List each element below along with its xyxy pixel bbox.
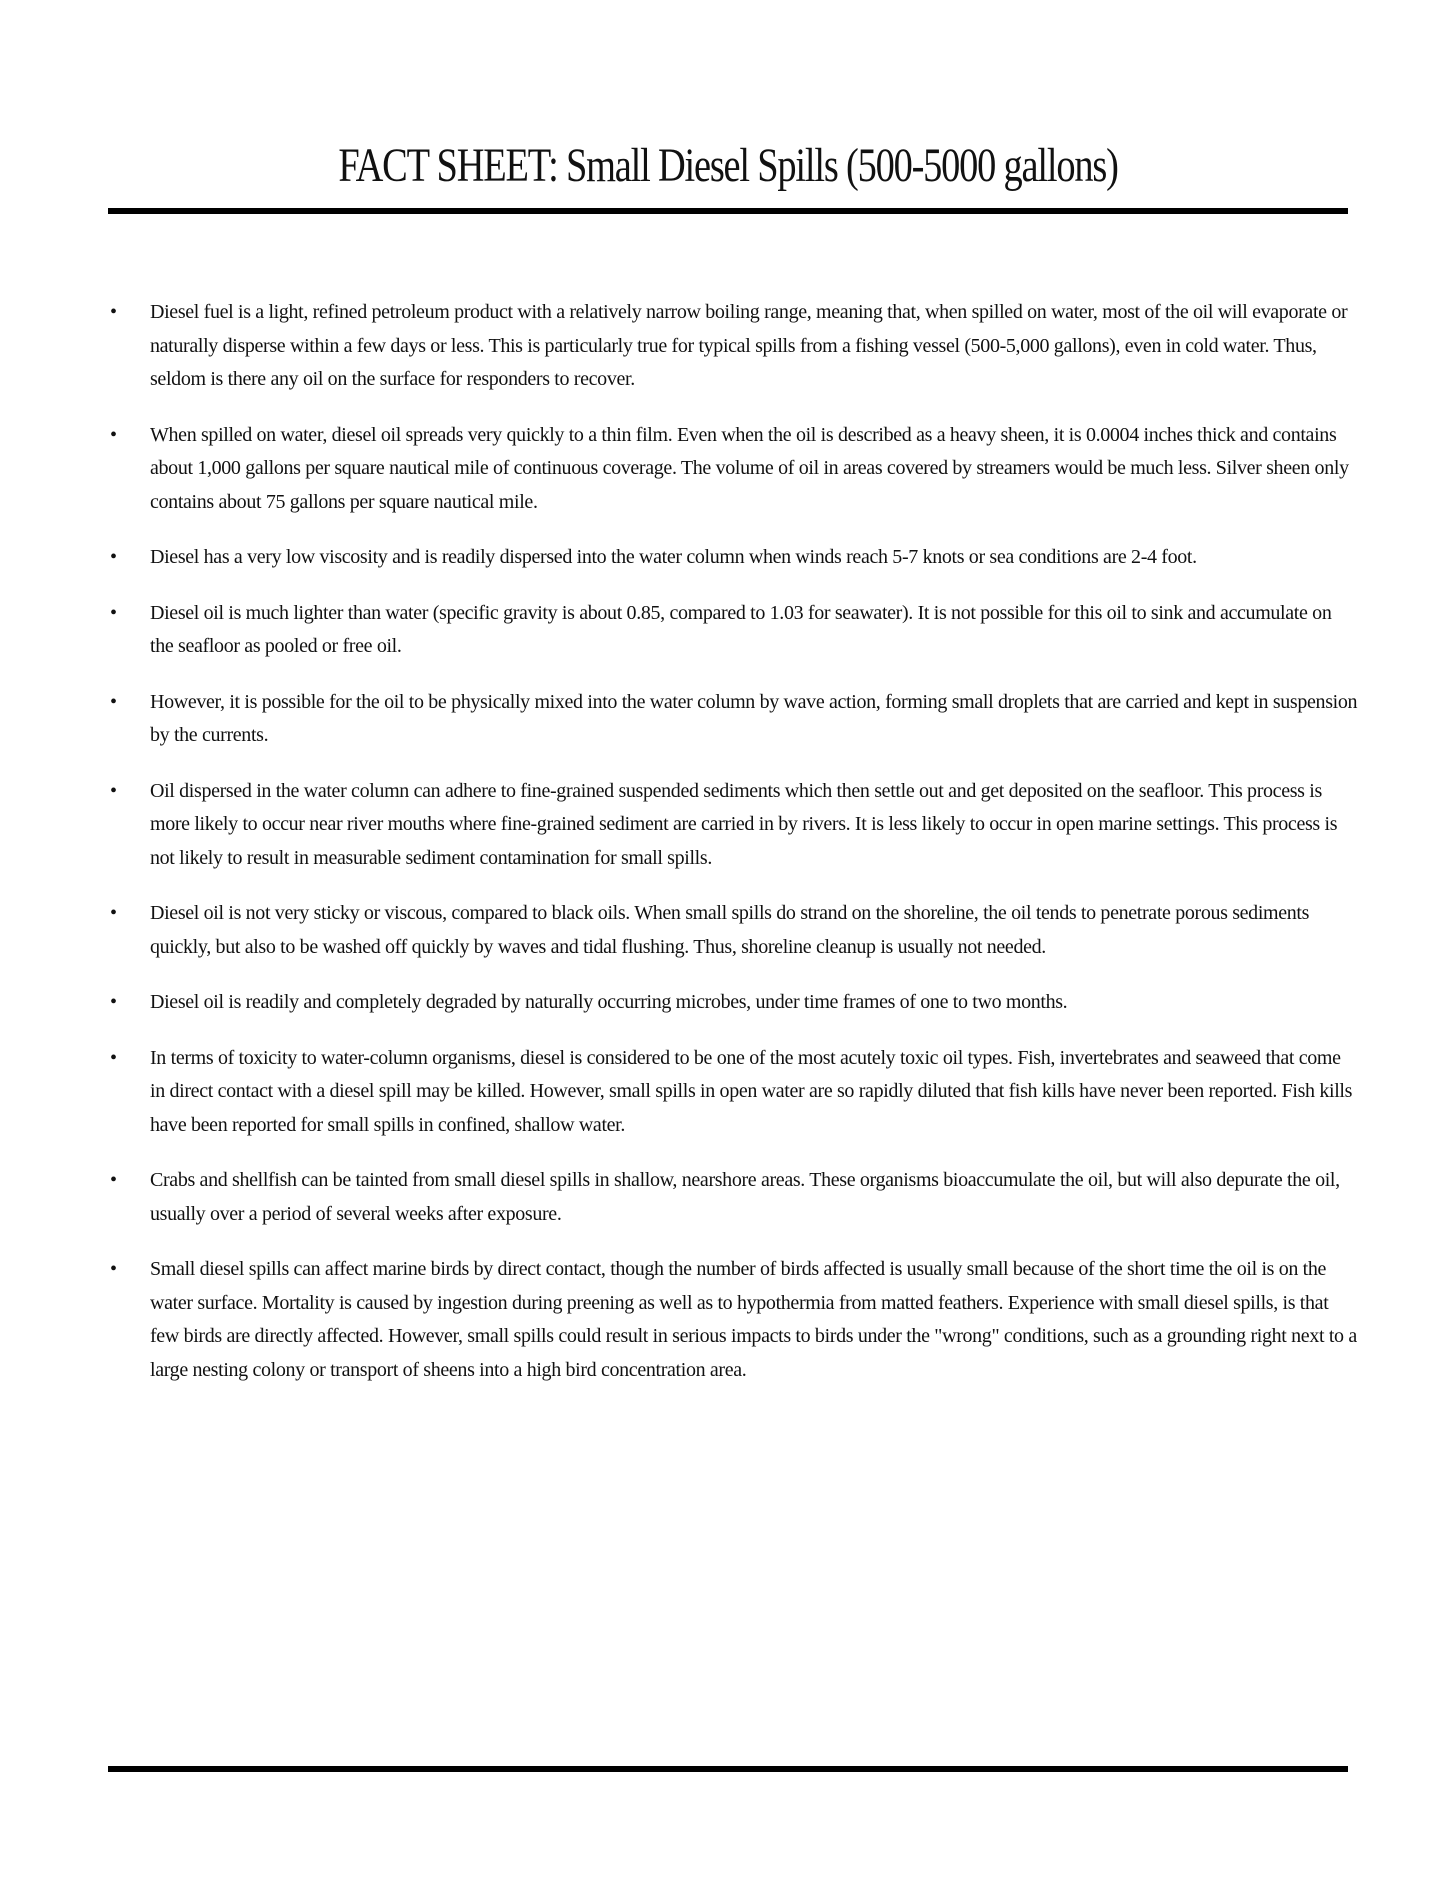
- fact-bullet-text: Diesel oil is not very sticky or viscous, compared to black oils. When small spills do strand on the shoreline, the oil tends to penetrate porous sediments quickly, but also to be washed off quickly by waves and tidal flushing. Thus, shoreline cleanup is usually not needed.: [150, 902, 1310, 958]
- fact-bullet-item: [108, 686, 1358, 753]
- fact-bullet-text: Diesel fuel is a light, refined petroleum product with a relatively narrow boiling range, meaning that, when spilled on water, most of the oil will evaporate or naturally disperse within a few days or less. This is particularly true for typical spills from a fishing vessel (500-5,000 gallons), even in cold water. Thus, seldom is there any oil on the surface for responders to recover.: [150, 301, 1348, 390]
- fact-bullet-text: When spilled on water, diesel oil spreads very quickly to a thin film. Even when the oil is described as a heavy sheen, it is 0.0004 inches thick and contains about 1,000 gallons per square nautical mile of continuous coverage. The volume of oil in areas covered by streamers would be much less. Silver sheen only contains about 75 gallons per square nautical mile.: [150, 423, 1349, 513]
- footer-divider: [108, 1766, 1348, 1772]
- fact-bullet-list: [108, 296, 1358, 1409]
- fact-bullet-text: However, it is possible for the oil to be physically mixed into the water column by wave action, forming small droplets that are carried and kept in suspension by the currents.: [150, 690, 1358, 746]
- fact-bullet-item: [108, 1042, 1358, 1143]
- fact-bullet-item: [108, 775, 1358, 876]
- fact-bullet-text: Crabs and shellfish can be tainted from small diesel spills in shallow, nearshore areas. These organisms bioaccumulate the oil, but will also depurate the oil, usually over a period of several weeks after exposure.: [150, 1169, 1340, 1225]
- fact-bullet-text: In terms of toxicity to water-column organisms, diesel is considered to be one of the most acutely toxic oil types. Fish, invertebrates and seaweed that come in direct contact with a diesel spill may be killed. However, small spills in open water are so rapidly diluted that fish kills have never been reported. Fish kills have been reported for small spills in confined, shallow water.: [150, 1046, 1353, 1136]
- bullet-dot-icon: •: [110, 301, 117, 323]
- fact-bullet-item: [108, 541, 1358, 575]
- bullet-dot-icon: •: [110, 423, 117, 446]
- fact-bullet-text: Diesel oil is much lighter than water (specific gravity is about 0.85, compared to 1.03 for seawater). It is not possible for this oil to sink and accumulate on the seafloor as pooled or free oil.: [150, 601, 1332, 657]
- bullet-dot-icon: •: [110, 1169, 117, 1191]
- fact-bullet-text: Small diesel spills can affect marine birds by direct contact, though the number of birds affected is usually small because of the short time the oil is on the water surface. Mortality is caused by ingestion during preening as well as to hypothermia from matted feathers. Experience with small diesel spills, is that few birds are directly affected. However, small spills could result in serious impacts to birds under the "wrong" conditions, such as a grounding right next to a large nesting colony or transport of sheens into a high bird concentration area.: [150, 1258, 1357, 1381]
- bullet-dot-icon: •: [110, 991, 117, 1013]
- fact-bullet-item: [108, 986, 1358, 1020]
- title-divider: [108, 208, 1348, 214]
- bullet-dot-icon: •: [110, 601, 117, 624]
- bullet-dot-icon: •: [110, 546, 117, 568]
- bullet-dot-icon: •: [110, 902, 117, 924]
- bullet-dot-icon: •: [110, 1258, 117, 1280]
- bullet-dot-icon: •: [110, 779, 117, 802]
- bullet-dot-icon: •: [110, 690, 117, 713]
- fact-bullet-text: Oil dispersed in the water column can adhere to fine-grained suspended sediments which then settle out and get deposited on the seafloor. This process is more likely to occur near river mouths where fine-grained sediment are carried in by rivers. It is less likely to occur in open marine settings. This process is not likely to result in measurable sediment contamination for small spills.: [150, 779, 1338, 869]
- fact-bullet-text: Diesel has a very low viscosity and is readily dispersed into the water column when winds reach 5-7 knots or sea conditions are 2-4 foot.: [150, 546, 1197, 568]
- page-title: FACT SHEET: Small Diesel Spills (500-5000 gallons): [338, 139, 1118, 192]
- fact-bullet-item: [108, 1164, 1358, 1231]
- fact-bullet-item: [108, 296, 1358, 397]
- fact-bullet-item: [108, 597, 1358, 664]
- fact-bullet-item: [108, 897, 1358, 964]
- bullet-dot-icon: •: [110, 1046, 117, 1069]
- fact-bullet-item: [108, 1253, 1358, 1387]
- fact-bullet-item: [108, 419, 1358, 520]
- fact-bullet-text: Diesel oil is readily and completely degraded by naturally occurring microbes, under time frames of one to two months.: [150, 991, 1068, 1013]
